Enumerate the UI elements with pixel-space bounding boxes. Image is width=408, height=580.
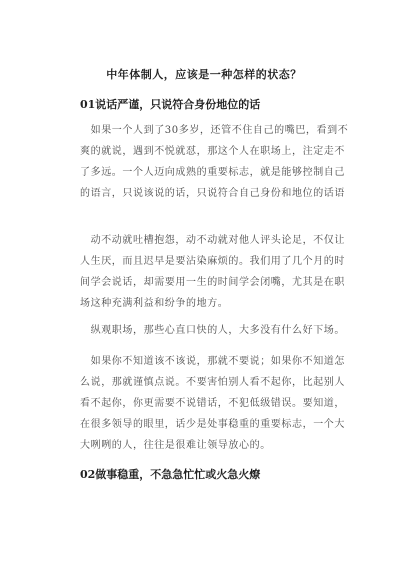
document-title: 中年体制人，应该是一种怎样的状态？ bbox=[106, 68, 302, 81]
paragraph-3 bbox=[80, 320, 358, 341]
paragraph-line: 爽的就说，遇到不悦就怼，那这个人在职场上，注定走不 bbox=[80, 146, 345, 157]
paragraph-line: 看不起你，你更需要不说错话，不犯低级错误。要知道， bbox=[80, 398, 345, 409]
paragraph-line: 的语言，只说该说的话，只说符合自己身份和地位的话语 bbox=[80, 188, 345, 199]
section-1-heading: 01说话严谨，只说符合身份地位的话 bbox=[80, 98, 261, 111]
paragraph-line: 纵观职场，那些心直口快的人，大多没有什么好下场。 bbox=[80, 325, 345, 336]
paragraph-line: 如果一个人到了30多岁，还管不住自己的嘴巴，看到不 bbox=[80, 125, 349, 136]
paragraph-2 bbox=[80, 230, 358, 314]
paragraph-line: 如果你不知道该不该说，那就不要说；如果你不知道怎 bbox=[80, 356, 345, 367]
paragraph-line: 么说，那就谨慎点说。不要害怕别人看不起你，比起别人 bbox=[80, 377, 345, 388]
paragraph-line: 在很多领导的眼里，话少是处事稳重的重要标志，一个大 bbox=[80, 419, 345, 430]
paragraph-line: 动不动就吐槽抱怨，动不动就对他人评头论足，不仅让 bbox=[80, 235, 345, 246]
section-2-heading: 02做事稳重，不急急忙忙或火急火燎 bbox=[80, 468, 261, 481]
paragraph-line: 大咧咧的人，往往是很难让领导放心的。 bbox=[80, 440, 271, 451]
paragraph-line: 人生厌，而且迟早是要沾染麻烦的。我们用了几个月的时 bbox=[80, 256, 345, 267]
paragraph-line: 场这种充满利益和纷争的地方。 bbox=[80, 298, 229, 309]
paragraph-1 bbox=[80, 120, 358, 204]
paragraph-line: 了多远。一个人迈向成熟的重要标志，就是能够控制自己 bbox=[80, 167, 345, 178]
paragraph-4 bbox=[80, 351, 358, 456]
paragraph-line: 间学会说话，却需要用一生的时间学会闭嘴，尤其是在职 bbox=[80, 277, 345, 288]
